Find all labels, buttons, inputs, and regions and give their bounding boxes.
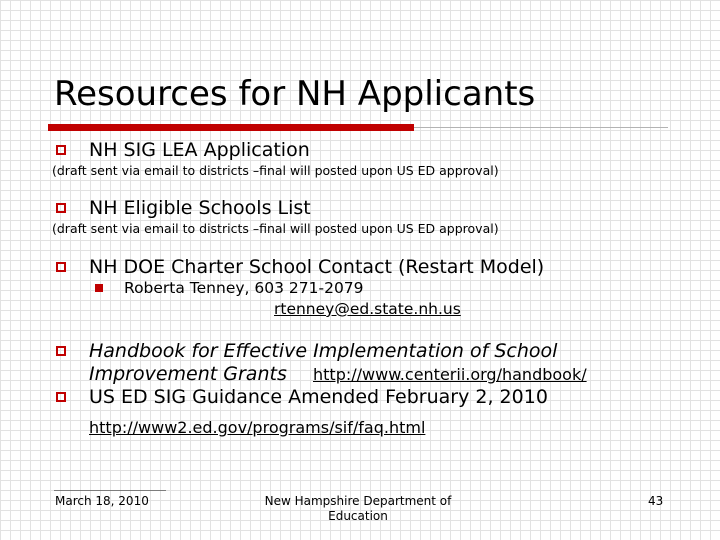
hollow-square-bullet-icon [56,203,66,213]
footer-org-line1: New Hampshire Department of [264,494,452,508]
footer-date: March 18, 2010 [55,494,149,508]
item-label-eligible-schools: NH Eligible Schools List [89,197,311,219]
footer-organization [258,494,458,524]
footer-page-number: 43 [648,494,664,508]
slide-title: Resources for NH Applicants [54,74,536,114]
item-label-charter-contact: NH DOE Charter School Contact (Restart Model) [89,256,545,278]
hollow-square-bullet-icon [56,145,66,155]
hollow-square-bullet-icon [56,262,66,272]
title-underline-rule [414,127,668,128]
item-label-handbook-line2: Improvement Grants [89,363,287,385]
item-note-lea-application: (draft sent via email to districts –final will posted upon US ED approval) [52,163,499,178]
handbook-link[interactable]: http://www.centerii.org/handbook/ [313,365,587,384]
hollow-square-bullet-icon [56,392,66,402]
item-note-eligible-schools: (draft sent via email to districts –final will posted upon US ED approval) [52,221,499,236]
footer-divider [54,490,166,491]
title-underline-accent [48,124,414,131]
footer-org-line2: Education [328,509,388,523]
item-label-handbook-line1: Handbook for Effective Implementation of School [89,340,558,362]
hollow-square-bullet-icon [56,346,66,356]
contact-email-link[interactable]: rtenney@ed.state.nh.us [274,300,461,318]
item-label-sig-guidance: US ED SIG Guidance Amended February 2, 2010 [89,386,548,408]
contact-name-phone: Roberta Tenney, 603 271-2079 [124,279,364,297]
item-label-lea-application: NH SIG LEA Application [89,139,310,161]
filled-square-bullet-icon [95,284,103,292]
sig-guidance-link[interactable]: http://www2.ed.gov/programs/sif/faq.html [89,418,426,437]
